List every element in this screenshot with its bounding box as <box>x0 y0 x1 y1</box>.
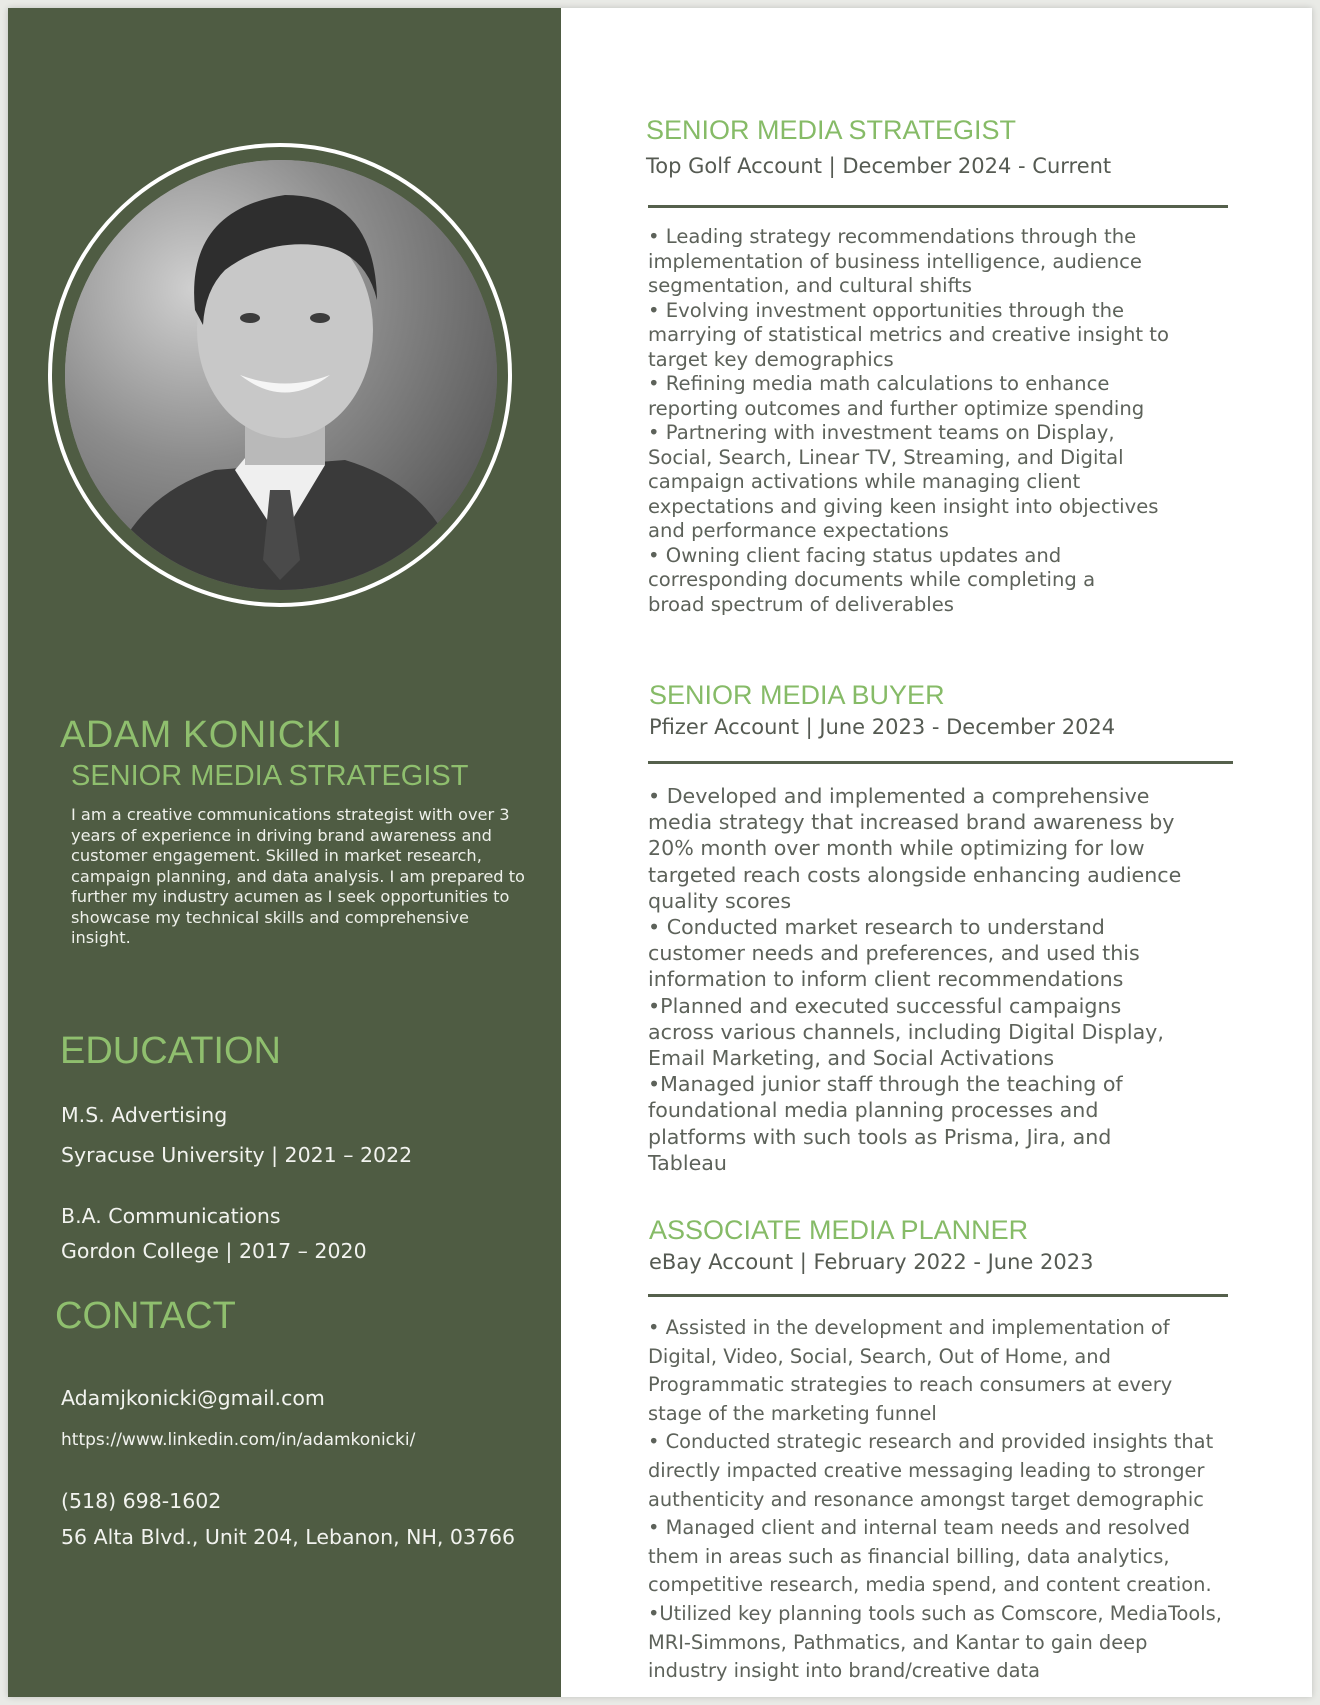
bullet-line: broad spectrum of deliverables <box>648 592 955 616</box>
bullet-line: targeted reach costs alongside enhancing audience <box>648 862 1182 887</box>
bullet-line: stage of the marketing funnel <box>648 1401 937 1425</box>
job-subtitle: Pfizer Account | June 2023 - December 2024 <box>649 715 1116 739</box>
bullet-line: foundational media planning processes and <box>648 1098 1099 1123</box>
education-school: Gordon College | 2017 – 2020 <box>61 1239 367 1263</box>
bullet-line: segmentation, and cultural shifts <box>648 274 973 297</box>
bullet-line: • Leading strategy recommendations through the <box>648 225 1137 248</box>
bullet-line: • Developed and implemented a comprehensive <box>648 784 1150 808</box>
section-divider <box>648 205 1228 208</box>
bullet-line: expectations and giving keen insight into objectives <box>648 494 1159 518</box>
job-bullets <box>648 225 1169 617</box>
bullet-line: directly impacted creative messaging leading to stronger <box>648 1458 1205 1482</box>
bullet-line: • Managed client and internal team needs and resolved <box>648 1516 1191 1540</box>
bullet-line: corresponding documents while completing a <box>648 568 1096 591</box>
bullet-line: them in areas such as financial billing, data analytics, <box>648 1544 1170 1568</box>
bullet-line: information to inform client recommendations <box>648 967 1124 992</box>
bullet-line: •Managed junior staff through the teaching of <box>648 1072 1123 1097</box>
education-degree: M.S. Advertising <box>61 1103 228 1127</box>
bullet-line: media strategy that increased brand awareness by <box>648 810 1175 835</box>
bullet-line: •Utilized key planning tools such as Comscore, MediaTools, <box>648 1601 1222 1625</box>
bullet-line: campaign activations while managing client <box>648 470 1081 493</box>
job-bullets <box>648 1314 1222 1686</box>
bullet-line: Programmatic strategies to reach consumers at every <box>648 1373 1173 1397</box>
contact-heading: CONTACT <box>55 1295 236 1337</box>
job-subtitle: Top Golf Account | December 2024 - Current <box>646 154 1112 178</box>
bullet-line: • Owning client facing status updates and <box>648 543 1062 567</box>
bullet-line: and performance expectations <box>648 519 949 542</box>
bullet-line: customer needs and preferences, and used this <box>648 941 1140 966</box>
bullet-line: marrying of statistical metrics and creative insight to <box>648 323 1169 346</box>
bullet-line: implementation of business intelligence, audience <box>648 249 1142 273</box>
bullet-line: • Conducted market research to understand <box>648 915 1105 940</box>
profile-photo <box>65 160 497 590</box>
bullet-line: • Partnering with investment teams on Display, <box>648 421 1115 444</box>
profile-summary: I am a creative communications strategist with over 3 years of experience in driving brand awareness and customer engagement. Skilled in market research, campaign planning, and data analysis. I am prepared to further my industry acumen as I seek opportunities to showcase my technical skills and comprehensive insight. <box>71 805 525 947</box>
bullet-line: •Planned and executed successful campaigns <box>648 993 1122 1018</box>
bullet-line: reporting outcomes and further optimize spending <box>648 396 1145 420</box>
sidebar <box>8 8 561 1697</box>
bullet-line: platforms with such tools as Prisma, Jira, and <box>648 1124 1112 1149</box>
education-heading: EDUCATION <box>60 1030 281 1072</box>
job-title: SENIOR MEDIA STRATEGIST <box>646 115 1017 145</box>
bullet-line: competitive research, media spend, and content creation. <box>648 1573 1212 1597</box>
candidate-role: SENIOR MEDIA STRATEGIST <box>71 760 469 792</box>
job-title: ASSOCIATE MEDIA PLANNER <box>649 1215 1029 1245</box>
contact-address: 56 Alta Blvd., Unit 204, Lebanon, NH, 03766 <box>61 1525 516 1549</box>
contact-email[interactable]: Adamjkonicki@gmail.com <box>61 1386 325 1410</box>
bullet-line: industry insight into brand/creative data <box>648 1659 1040 1683</box>
section-divider <box>648 761 1233 764</box>
bullet-line: quality scores <box>648 888 792 913</box>
bullet-line: 20% month over month while optimizing for low <box>648 836 1145 861</box>
bullet-line: • Conducted strategic research and provided insights that <box>648 1430 1214 1454</box>
bullet-line: • Evolving investment opportunities through the <box>648 298 1125 322</box>
education-degree: B.A. Communications <box>61 1204 281 1228</box>
bullet-line: across various channels, including Digital Display, <box>648 1019 1164 1044</box>
bullet-line: Email Marketing, and Social Activations <box>648 1046 1055 1071</box>
contact-phone: (518) 698-1602 <box>61 1489 222 1513</box>
job-title: SENIOR MEDIA BUYER <box>649 680 945 710</box>
job-bullets <box>648 783 1181 1176</box>
bullet-line: • Assisted in the development and implementation of <box>648 1316 1170 1339</box>
bullet-line: authenticity and resonance amongst target demographic <box>648 1487 1204 1511</box>
bullet-line: MRI-Simmons, Pathmatics, and Kantar to gain deep <box>648 1630 1148 1654</box>
contact-linkedin[interactable]: https://www.linkedin.com/in/adamkonicki/ <box>61 1430 416 1450</box>
section-divider <box>648 1294 1228 1297</box>
bullet-line: Social, Search, Linear TV, Streaming, and Digital <box>648 445 1124 469</box>
bullet-line: Digital, Video, Social, Search, Out of Home, and <box>648 1344 1111 1368</box>
job-subtitle: eBay Account | February 2022 - June 2023 <box>649 1250 1094 1274</box>
bullet-line: target key demographics <box>648 347 894 371</box>
bullet-line: Tableau <box>648 1150 727 1175</box>
candidate-name: ADAM KONICKI <box>60 714 343 756</box>
education-school: Syracuse University | 2021 – 2022 <box>61 1143 413 1167</box>
bullet-line: • Refining media math calculations to enhance <box>648 372 1110 395</box>
resume-page <box>8 8 1312 1697</box>
